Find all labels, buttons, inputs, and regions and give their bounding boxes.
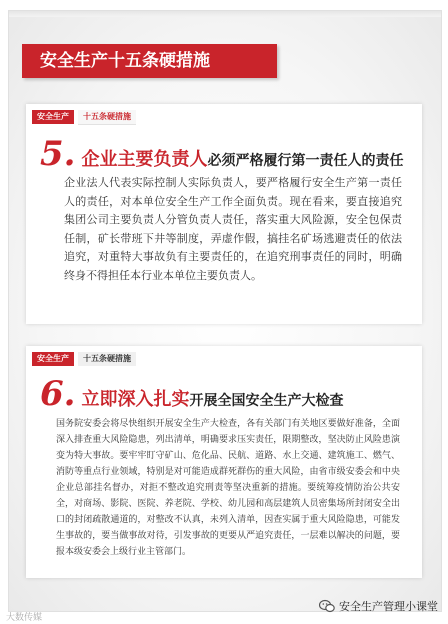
measure-number: 5.	[40, 134, 76, 174]
card-tags	[32, 110, 136, 125]
headline-rest: 必须严格履行第一责任人的责任	[207, 153, 404, 169]
card-headline	[40, 134, 404, 174]
page-title: 安全生产十五条硬措施	[22, 44, 277, 78]
headline-rest: 开展全国安全生产大检查	[189, 393, 344, 409]
headline-emphasis: 企业主要负责人	[81, 149, 208, 170]
tag-measures: 十五条硬措施	[78, 110, 136, 125]
card-body-text: 企业法人代表实际控制人实际负责人，要严格履行安全生产第一责任人的责任，对本单位安全生产工作全面负责。现在看来，要直接追究集团公司主要负责人分管负责人责任，落实重大风险源，安全包保责任制，矿长带班下井等制度，弄虚作假，搞挂名矿场逃避责任的依法追究，对重特大事故负有主要责任的，在追究刑事责任的同时，明确终身不得担任本行业本单位主要负责人。	[64, 176, 402, 282]
headline-emphasis: 立即深入扎实	[81, 389, 190, 410]
wechat-icon	[319, 599, 335, 613]
account-credit[interactable]	[319, 598, 438, 614]
card-tags	[32, 352, 136, 366]
card-headline	[40, 374, 344, 414]
tag-measures: 十五条硬措施	[78, 352, 136, 366]
measure-number: 6.	[40, 374, 76, 414]
tag-safety: 安全生产	[32, 352, 74, 366]
account-name: 安全生产管理小课堂	[339, 600, 438, 613]
watermark: 大数传媒	[6, 613, 43, 623]
tag-safety: 安全生产	[32, 110, 74, 124]
measure-card-5	[26, 104, 422, 324]
card-body-text: 国务院安委会将尽快组织开展安全生产大检查，各有关部门有关地区要做好准备，全面深入排查重大风险隐患，列出清单，明确要求压实责任，限期整改，坚决防止风险患演变为特大事故。要牢牢盯守矿山、危化品、民航、道路、水上交通、建筑施工、燃气、消防等重点行业领域，特别是对可能造成群死群伤的重大风险，由省市级安委会和中央企业总部挂名督办，对拒不整改追究刑责等坚决重新的措施。要统筹疫情防治公共安全，对商场、影院、医院、养老院、学校、幼儿园和高层建筑人员密集场所封闭安全出口的封闭疏散通道的，对整改不认真，未列入清单，因查实属于重大风险隐患，可能发生事故的，要当做事故对待，引发事故的更要从严追究责任，一层难以解决的问题，要报本级安委会上级行业主管部门。	[56, 419, 400, 557]
measure-card-6	[26, 346, 422, 578]
